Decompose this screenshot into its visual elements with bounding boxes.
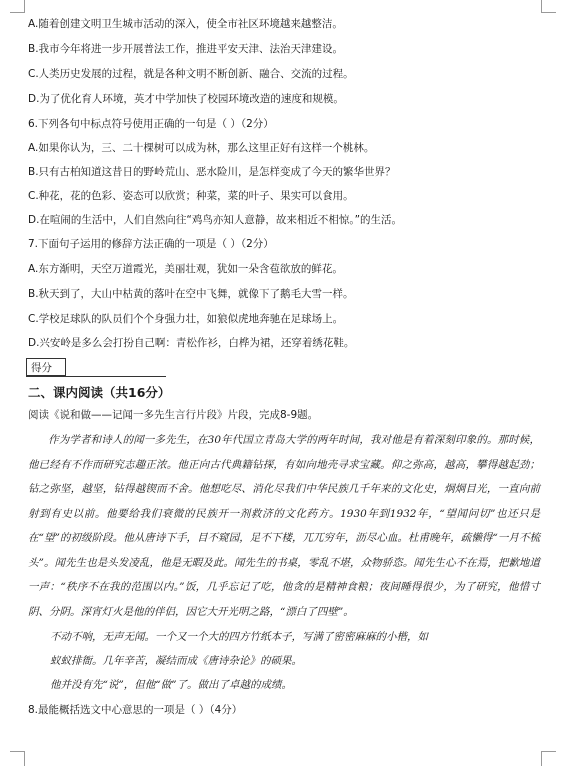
option-7c: C.学校足球队的队员们个个身强力壮，如狼似虎地奔驰在足球场上。 xyxy=(28,313,344,325)
option-5b: B.我市今年将进一步开展普法工作，推进平安天津、法治天津建设。 xyxy=(28,43,344,55)
passage-line-1: 不动不响，无声无闻。一个又一个大的四方竹纸本子，写满了密密麻麻的小楷，如 xyxy=(50,631,428,643)
crop-mark-bottom-left xyxy=(10,751,25,766)
option-7a: A.东方渐明，天空万道霞光，美丽壮观，犹如一朵含苞欲放的鲜花。 xyxy=(28,263,343,275)
crop-mark-top-right xyxy=(541,0,556,13)
option-6a: A.如果你认为，三、二十棵树可以成为林，那么这里正好有这样一个桃林。 xyxy=(28,142,375,154)
option-5c: C.人类历史发展的过程，就是各种文明不断创新、融合、交流的过程。 xyxy=(28,68,354,80)
crop-mark-top-left xyxy=(10,0,25,13)
reading-passage xyxy=(28,428,540,624)
score-box: 得分 xyxy=(26,358,66,376)
reading-intro: 阅读《说和做——记闻一多先生言行片段》片段，完成8-9题。 xyxy=(28,409,319,421)
option-5a: A.随着创建文明卫生城市活动的深入，使全市社区环境越来越整洁。 xyxy=(28,18,343,30)
question-6: 6.下列各句中标点符号使用正确的一句是（ ）（2分） xyxy=(28,118,274,130)
option-5d: D.为了优化育人环境，英才中学加快了校园环境改造的速度和规模。 xyxy=(28,93,344,105)
option-6b: B.只有古柏知道这昔日的野岭荒山、恶水险川，是怎样变成了今天的繁华世界？ xyxy=(28,166,396,178)
passage-line-2: 蚁蚁排衙。几年辛苦，凝结而成《唐诗杂论》的硕果。 xyxy=(50,655,302,667)
section-title: 二、课内阅读（共16分） xyxy=(28,385,171,400)
option-7d: D.兴安岭是多么会打扮自己啊：青松作衫，白桦为裙，还穿着绣花鞋。 xyxy=(28,337,355,349)
option-7b: B.秋天到了，大山中枯黄的落叶在空中飞舞，就像下了鹅毛大雪一样。 xyxy=(28,288,354,300)
passage-text: 作为学者和诗人的闻一多先生，在30年代国立青岛大学的两年时间，我对他是有着深刻印象的。那时候，他已经有不作而研究志趣正浓。他正向古代典籍钻探，有如向地壳寻求宝藏。仰之弥高，越高，攀得越起劲；钻之弥坚，越坚，钻得越锲而不舍。他想吃尽、消化尽我们中华民族几千年来的文化史，炯炯目光，一直向前射到有史以前。他要给我们衰微的民族开一剂救济的文化药方。1930年到1932年，“望闻问切”也还只是在“望”的初级阶段。他从唐诗下手，目不窥园，足不下楼，兀兀穷年，沥尽心血。杜甫晚年，疏懒得“一月不梳头”。闻先生也是头发凌乱，他是无暇及此。闻先生的书桌，零乱不堪，众物骄恣。闻先生心不在焉，把歉地道一声：“秩序不在我的范围以内。”饭，几乎忘记了吃，他贪的是精神食粮；夜间睡得很少，为了研究，他惜寸阴、分阴。深宵灯火是他的伴侣，因它大开光明之路，“漂白了四壁”。 xyxy=(28,434,540,618)
score-divider xyxy=(26,376,166,377)
crop-mark-bottom-right xyxy=(541,751,556,766)
option-6c: C.种花，花的色彩、姿态可以欣赏；种菜，菜的叶子、果实可以食用。 xyxy=(28,190,354,202)
passage-line-3: 他并没有先“说”，但他“做”了。做出了卓越的成绩。 xyxy=(50,679,292,691)
option-6d: D.在喧闹的生活中，人们自然向往“鸡鸟亦知人意静，故来相近不相惊。”的生活。 xyxy=(28,214,403,226)
question-8: 8.最能概括选文中心意思的一项是（ ）（4分） xyxy=(28,704,243,716)
question-7: 7.下面句子运用的修辞方法正确的一项是（ ）（2分） xyxy=(28,238,274,250)
